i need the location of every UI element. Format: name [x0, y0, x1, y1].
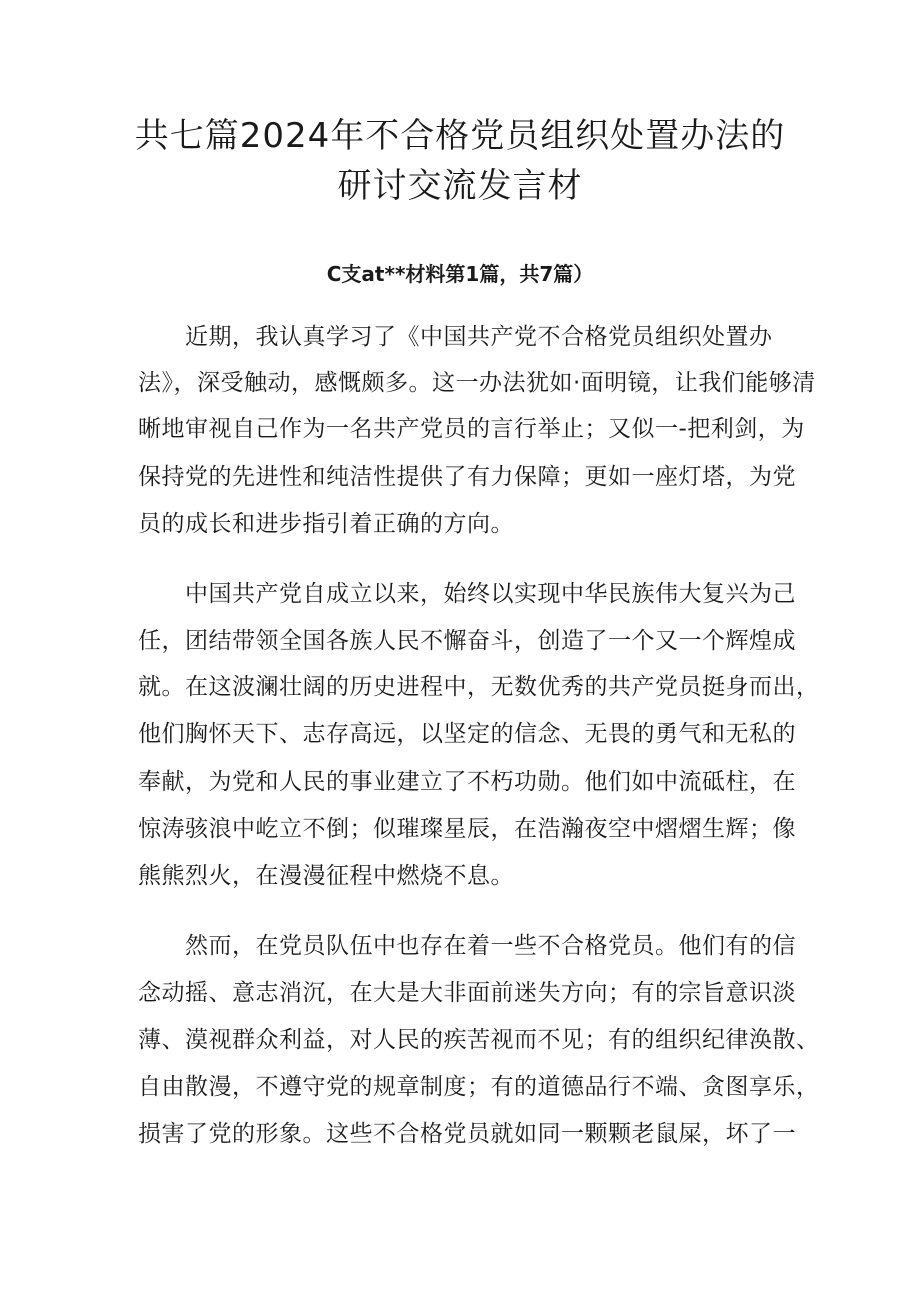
- paragraph-2-line: 惊涛骇浪中屹立不倒；似璀璨星辰，在浩瀚夜空中熠熠生辉；像: [138, 816, 796, 842]
- document-title-line-2: 研讨交流发言材: [337, 166, 583, 206]
- document-subtitle: C支at**材料第1篇，共7篇）: [326, 262, 594, 286]
- paragraph-3-line: 念动摇、意志消沉，在大是大非面前迷失方向；有的宗旨意识淡: [138, 980, 796, 1006]
- paragraph-3-line: 薄、漠视群众利益，对人民的疾苦视而不见；有的组织纪律涣散、: [138, 1027, 820, 1053]
- document-title-line-1: 共七篇2024年不合格党员组织处置办法的: [134, 116, 786, 156]
- paragraph-1-line: 法》，深受触动，感慨颇多。这一办法犹如·面明镜，让我们能够清: [138, 370, 816, 396]
- paragraph-2-line: 他们胸怀天下、志存高远，以坚定的信念、无畏的勇气和无私的: [138, 721, 796, 747]
- paragraph-1-line: 近期，我认真学习了《中国共产党不合格党员组织处置办: [185, 324, 773, 350]
- paragraph-3-line: 自由散漫，不遵守党的规章制度；有的道德品行不端、贪图享乐，: [138, 1074, 820, 1100]
- paragraph-1-line: 保持党的先进性和纯洁性提供了有力保障；更如一座灯塔，为党: [138, 464, 796, 490]
- paragraph-2-line: 就。在这波澜壮阔的历史进程中，无数优秀的共产党员挺身而出，: [138, 674, 820, 700]
- paragraph-2-line: 任，团结带领全国各族人民不懈奋斗，创造了一个又一个辉煌成: [138, 628, 796, 654]
- paragraph-2-line: 奉献，为党和人民的事业建立了不朽功勋。他们如中流砥柱，在: [138, 769, 796, 795]
- paragraph-1-line: 晰地审视自己作为一名共产党员的言行举止；又似一-把利剑，为: [138, 416, 805, 442]
- paragraph-3-line: 然而，在党员队伍中也存在着一些不合格党员。他们有的信: [185, 933, 796, 959]
- paragraph-2-line: 中国共产党自成立以来，始终以实现中华民族伟大复兴为己: [185, 581, 796, 607]
- paragraph-2-line: 熊熊烈火，在漫漫征程中燃烧不息。: [138, 863, 514, 889]
- paragraph-1-line: 员的成长和进步指引着正确的方向。: [138, 511, 514, 537]
- paragraph-3-line: 损害了党的形象。这些不合格党员就如同一颗颗老鼠屎，坏了一: [138, 1121, 796, 1147]
